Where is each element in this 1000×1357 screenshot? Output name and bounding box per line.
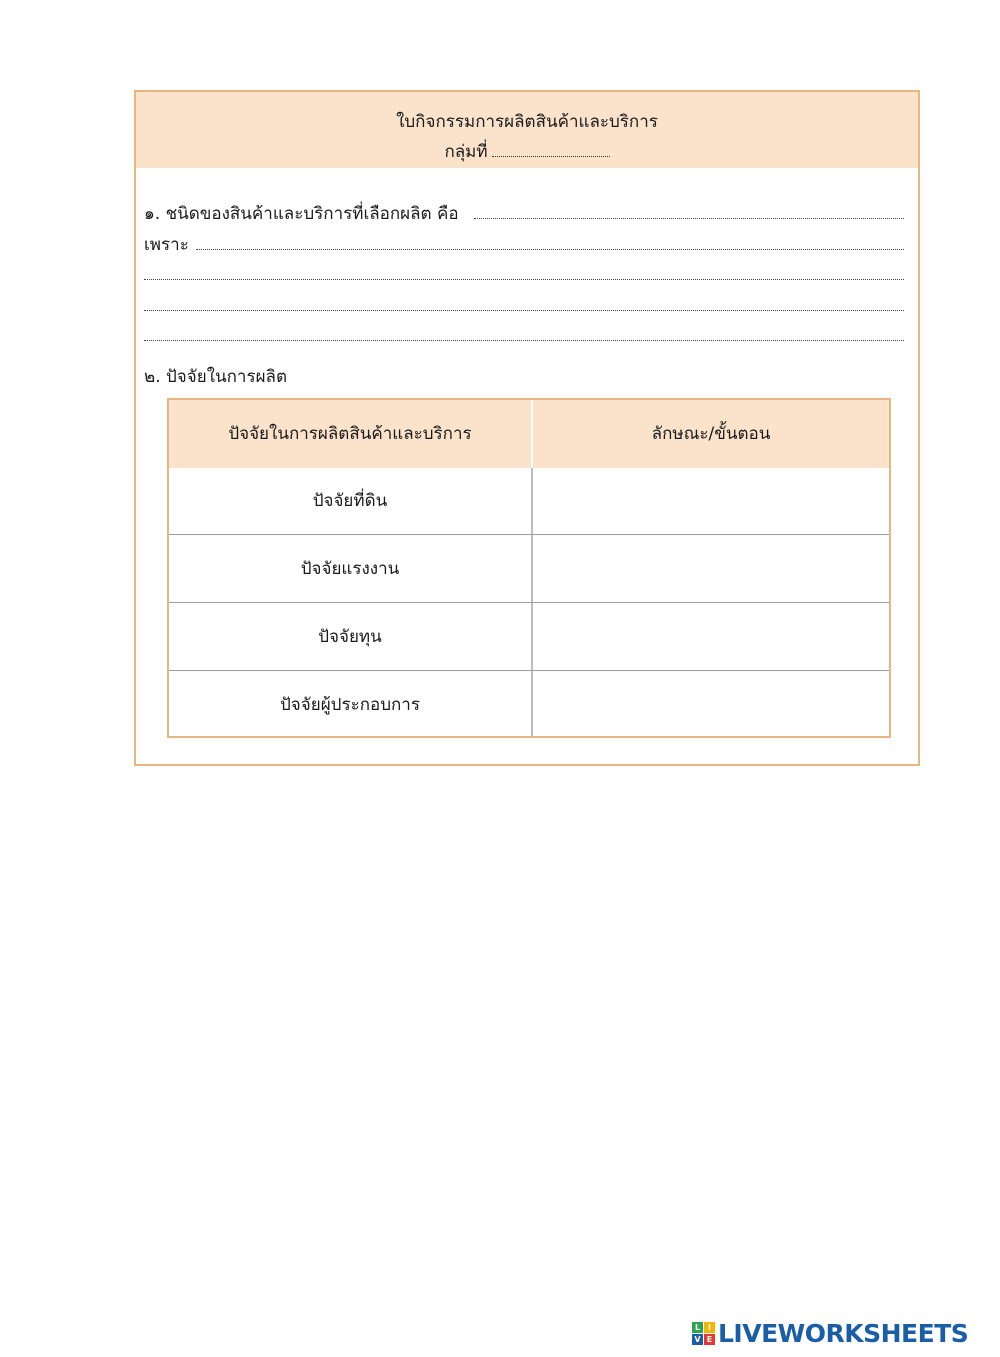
land-description-field[interactable] [533, 468, 889, 534]
group-label: กลุ่มที่ [444, 142, 488, 162]
entrepreneur-description-field[interactable] [533, 672, 889, 738]
capital-description-field[interactable] [533, 604, 889, 670]
because-label: เพราะ [144, 235, 189, 255]
column-header-description: ลักษณะ/ขั้นตอน [651, 424, 771, 444]
question-1-label: ๑. ชนิดของสินค้าและบริการที่เลือกผลิต คือ [144, 204, 459, 224]
question-2-label: ๒. ปัจจัยในการผลิต [144, 367, 287, 387]
worksheet-title: ใบกิจกรรมการผลิตสินค้าและบริการ [396, 112, 658, 132]
reason-answer-field-3[interactable] [144, 310, 904, 311]
reason-answer-field-4[interactable] [144, 340, 904, 341]
logo-text: LIVEWORKSHEETS [718, 1318, 969, 1348]
group-row [136, 138, 918, 165]
logo-tile: E [704, 1334, 715, 1345]
production-factors-table [167, 398, 891, 738]
row-label-capital: ปัจจัยทุน [318, 627, 382, 647]
logo-tile: V [692, 1334, 703, 1345]
activity-card [134, 90, 920, 766]
logo-tile: L [692, 1322, 703, 1333]
header-column-divider [531, 400, 533, 468]
card-header [136, 92, 918, 168]
row-label-entrepreneur: ปัจจัยผู้ประกอบการ [280, 695, 420, 715]
labor-description-field[interactable] [533, 536, 889, 602]
row-label-labor: ปัจจัยแรงงาน [300, 559, 400, 579]
reason-answer-field-2[interactable] [144, 279, 904, 280]
liveworksheets-logo [692, 1318, 968, 1348]
group-number-field[interactable] [492, 156, 610, 157]
logo-grid-icon [692, 1322, 715, 1345]
row-label-land: ปัจจัยที่ดิน [312, 491, 388, 511]
reason-answer-field-1[interactable] [196, 249, 904, 250]
logo-tile: I [704, 1322, 715, 1333]
product-answer-field[interactable] [474, 218, 904, 219]
column-header-factor: ปัจจัยในการผลิตสินค้าและบริการ [228, 424, 472, 444]
